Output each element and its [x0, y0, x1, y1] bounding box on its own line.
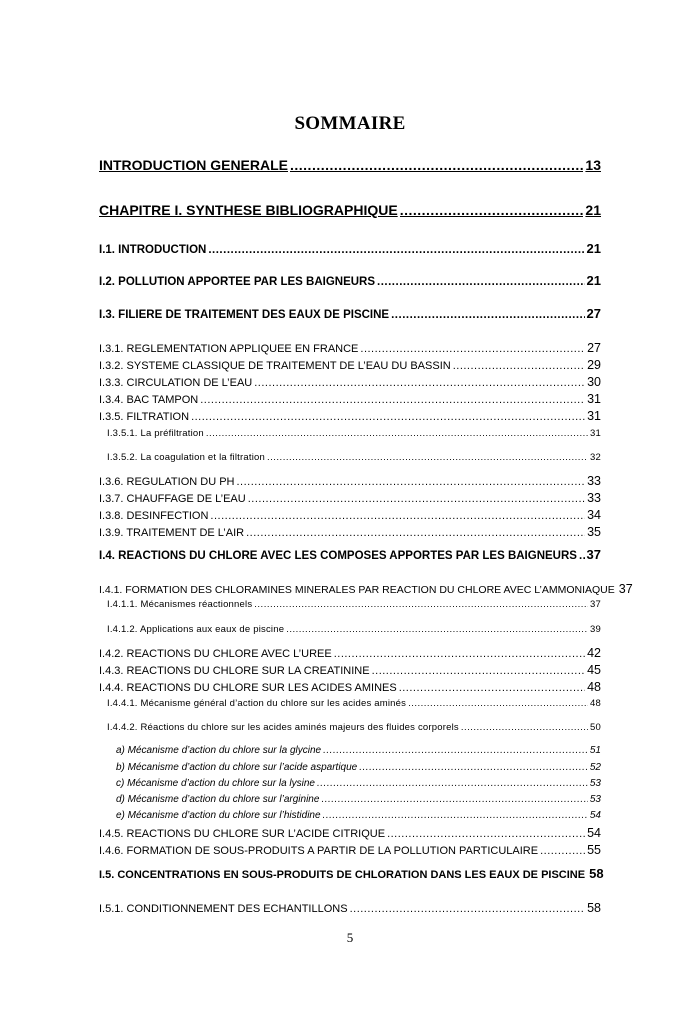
dot-leader [210, 510, 585, 522]
toc-entry-i352[interactable] [107, 452, 601, 463]
toc-entry-i442[interactable] [107, 722, 601, 733]
toc-page: 48 [587, 680, 601, 694]
toc-page: 37 [586, 547, 601, 562]
toc-label: e) Mécanisme d’action du chlore sur l’histidine [116, 810, 321, 821]
toc-entry-i441[interactable] [107, 698, 601, 709]
dot-leader [254, 377, 585, 389]
toc-page: 30 [587, 375, 601, 389]
dot-leader [399, 682, 585, 694]
toc-label: I.4.3. REACTIONS DU CHLORE SUR LA CREATININE [99, 665, 370, 677]
toc-label: I.3.4. BAC TAMPON [99, 394, 199, 406]
toc-page: 37 [618, 582, 633, 596]
toc-label: I.4.1.2. Applications aux eaux de piscine [107, 624, 285, 635]
page-number: 5 [346, 930, 354, 945]
toc-label: I.4.4.1. Mécanisme général d’action du chlore sur les acides aminés [107, 698, 407, 709]
toc-entry-i41[interactable] [99, 582, 633, 596]
dot-leader [377, 276, 585, 288]
toc-label: I.4.1. FORMATION DES CHLORAMINES MINERALES PAR REACTION DU CHLORE AVEC L’AMMONIAQUE [99, 584, 615, 596]
toc-label: I.4. REACTIONS DU CHLORE AVEC LES COMPOSES APPORTES PAR LES BAIGNEURS [99, 550, 577, 562]
toc-entry-i412[interactable] [107, 624, 601, 635]
dot-leader [579, 550, 585, 562]
dot-leader [237, 476, 586, 488]
dot-leader [208, 244, 584, 256]
toc-page: 32 [590, 452, 601, 463]
toc-entry-i1[interactable] [99, 241, 601, 256]
dot-leader [408, 698, 588, 709]
dot-leader [350, 903, 586, 915]
toc-entry-i43[interactable] [99, 663, 601, 677]
dot-leader [246, 527, 585, 539]
dot-leader [323, 810, 588, 821]
toc-label: I.5. CONCENTRATIONS EN SOUS-PRODUITS DE CHLORATION DANS LES EAUX DE PISCINE [99, 869, 586, 881]
dot-leader [359, 762, 588, 773]
toc-label: I.4.5. REACTIONS DU CHLORE SUR L’ACIDE CITRIQUE [99, 828, 386, 840]
dot-leader [334, 648, 585, 660]
toc-entry-i3[interactable] [99, 306, 601, 321]
dot-leader [200, 394, 585, 406]
toc-page: 21 [585, 202, 601, 218]
toc-entry-i42[interactable] [99, 646, 601, 660]
toc-label: I.4.4.2. Réactions du chlore sur les acides aminés majeurs des fluides corporels [107, 722, 459, 733]
toc-label: I.3.3. CIRCULATION DE L’EAU [99, 377, 253, 389]
toc-label: I.3.7. CHAUFFAGE DE L’EAU [99, 493, 246, 505]
toc-page: 21 [586, 241, 601, 256]
toc-page: 39 [590, 624, 601, 635]
toc-page: 51 [589, 745, 601, 756]
toc-entry-i2[interactable] [99, 273, 601, 288]
toc-label: I.3.1. REGLEMENTATION APPLIQUEE EN FRANCE [99, 343, 359, 355]
toc-entry-i442e[interactable] [116, 810, 601, 821]
dot-leader [540, 845, 585, 857]
toc-label: c) Mécanisme d’action du chlore sur la lysine [116, 778, 315, 789]
toc-entry-chapitre-1[interactable] [99, 202, 601, 218]
dot-leader [321, 794, 587, 805]
toc-label: I.4.1.1. Mécanismes réactionnels [107, 599, 253, 610]
page-title: SOMMAIRE [294, 113, 406, 134]
toc-entry-i51[interactable] [99, 901, 601, 915]
toc-page: 53 [589, 794, 601, 805]
dot-leader [323, 745, 588, 756]
toc-page: 52 [589, 762, 601, 773]
toc-entry-i411[interactable] [107, 599, 601, 610]
toc-page: 27 [586, 306, 601, 321]
toc-entry-i31[interactable] [99, 341, 601, 355]
toc-label: I.3.6. REGULATION DU PH [99, 476, 235, 488]
toc-label: I.1. INTRODUCTION [99, 244, 207, 256]
toc-label: I.2. POLLUTION APPORTEE PAR LES BAIGNEURS [99, 276, 376, 288]
dot-leader [453, 360, 585, 372]
toc-label: I.4.4. REACTIONS DU CHLORE SUR LES ACIDES AMINES [99, 682, 397, 694]
toc-label: a) Mécanisme d’action du chlore sur la glycine [116, 745, 322, 756]
dot-leader [400, 202, 584, 218]
toc-page: 54 [589, 810, 601, 821]
toc-label: d) Mécanisme d’action du chlore sur l’arginine [116, 794, 320, 805]
dot-leader [360, 343, 585, 355]
toc-page: 42 [587, 646, 601, 660]
toc-page: 58 [589, 866, 604, 881]
toc-page: 29 [587, 358, 601, 372]
toc-label: I.4.6. FORMATION DE SOUS-PRODUITS A PARTIR DE LA POLLUTION PARTICULAIRE [99, 845, 539, 857]
toc-entry-i36[interactable] [99, 474, 601, 488]
toc-page: 13 [585, 157, 601, 173]
toc-page: 54 [587, 826, 601, 840]
toc-label: I.3.5.2. La coagulation et la filtration [107, 452, 265, 463]
toc-entry-i39[interactable] [99, 525, 601, 539]
toc-page: 27 [587, 341, 601, 355]
toc-entry-i442b[interactable] [116, 762, 601, 773]
toc-label: I.3.9. TRAITEMENT DE L’AIR [99, 527, 245, 539]
toc-entry-i34[interactable] [99, 392, 601, 406]
toc-label: I.5.1. CONDITIONNEMENT DES ECHANTILLONS [99, 903, 348, 915]
toc-page: 53 [589, 778, 601, 789]
dot-leader [206, 428, 588, 439]
dot-leader [372, 665, 586, 677]
toc-entry-i45[interactable] [99, 826, 601, 840]
toc-entry-i37[interactable] [99, 491, 601, 505]
toc-entry-i33[interactable] [99, 375, 601, 389]
toc-page: 35 [587, 525, 601, 539]
toc-label: I.3.5. FILTRATION [99, 411, 190, 423]
toc-entry-i32[interactable] [99, 358, 601, 372]
toc-entry-i442c[interactable] [116, 778, 601, 789]
dot-leader [254, 599, 588, 610]
dot-leader [387, 828, 585, 840]
toc-page: 37 [590, 599, 601, 610]
toc-page: 55 [587, 843, 601, 857]
toc-page: 50 [590, 722, 601, 733]
toc-label: I.3.2. SYSTEME CLASSIQUE DE TRAITEMENT DE L’EAU DU BASSIN [99, 360, 451, 372]
toc-entry-i4[interactable] [99, 547, 601, 562]
dot-leader [461, 722, 588, 733]
toc-page: 58 [587, 901, 601, 915]
dot-leader [290, 157, 583, 173]
dot-leader [248, 493, 585, 505]
toc-page: 45 [587, 663, 601, 677]
toc-entry-i35[interactable] [99, 409, 601, 423]
dot-leader [191, 411, 585, 423]
toc-label: I.3.8. DESINFECTION [99, 510, 209, 522]
toc-label: I.3.5.1. La préfiltration [107, 428, 204, 439]
toc-label: INTRODUCTION GENERALE [99, 157, 288, 173]
toc-entry-i38[interactable] [99, 508, 601, 522]
toc-entry-i442a[interactable] [116, 745, 601, 756]
toc-entry-i46[interactable] [99, 843, 601, 857]
toc-page: 21 [586, 273, 601, 288]
toc-entry-i351[interactable] [107, 428, 601, 439]
toc-page: 48 [590, 698, 601, 709]
dot-leader [286, 624, 588, 635]
toc-entry-i442d[interactable] [116, 794, 601, 805]
toc-entry-introduction[interactable] [99, 157, 601, 173]
dot-leader [267, 452, 588, 463]
toc-page: 31 [587, 392, 601, 406]
toc-page: 33 [587, 474, 601, 488]
toc-page: 34 [587, 508, 601, 522]
toc-page: 31 [587, 409, 601, 423]
toc-label: I.4.2. REACTIONS DU CHLORE AVEC L’UREE [99, 648, 332, 660]
toc-label: b) Mécanisme d’action du chlore sur l’acide aspartique [116, 762, 358, 773]
dot-leader [317, 778, 588, 789]
toc-entry-i44[interactable] [99, 680, 601, 694]
toc-label: CHAPITRE I. SYNTHESE BIBLIOGRAPHIQUE [99, 202, 398, 218]
toc-page: 31 [590, 428, 601, 439]
dot-leader [391, 309, 584, 321]
toc-entry-i5[interactable] [99, 866, 604, 881]
toc-label: I.3. FILIERE DE TRAITEMENT DES EAUX DE PISCINE [99, 309, 390, 321]
toc-page: 33 [587, 491, 601, 505]
